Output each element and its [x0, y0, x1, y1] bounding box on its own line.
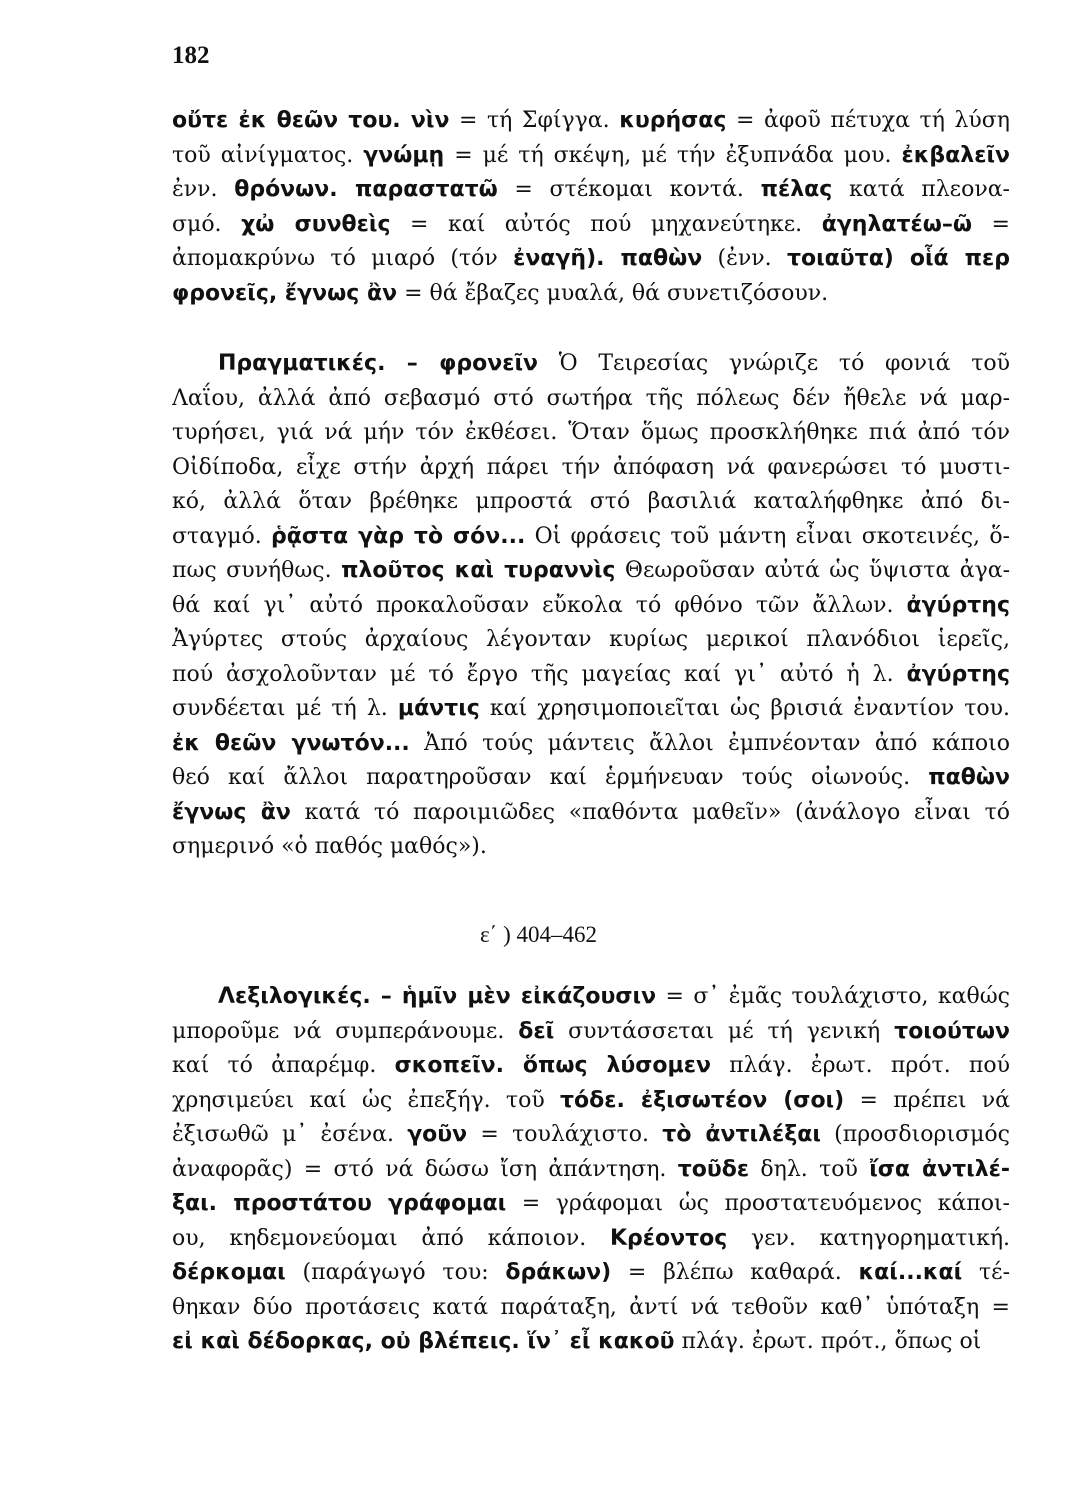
text-line	[172, 1084, 1010, 1119]
text-line	[172, 277, 1010, 312]
text-run: = τή Σφίγγα.	[449, 108, 620, 133]
text-run: καί τό ἀπαρέμφ.	[172, 1053, 395, 1078]
bold-term: τόδε. ἐξισωτέον (σοι)	[560, 1087, 845, 1113]
text-run: ἀναφορᾶς) = στό νά δώσω ἴση ἀπάντηση.	[172, 1156, 678, 1182]
text-run: σταγμό.	[172, 523, 272, 549]
text-run: κατά πλεονα-	[832, 177, 1010, 202]
text-run: Ἀπό τούς μάντεις ἄλλοι ἐμπνέονταν ἀπό κάποιο	[409, 730, 1010, 756]
text-line	[172, 485, 1010, 520]
bold-term: ἐκ θεῶν γνωτόν...	[172, 730, 410, 756]
text-run: μποροῦμε νά συμπεράνουμε.	[172, 1018, 519, 1044]
text-run: τυρήσει, γιά νά μήν τόν ἐκθέσει. Ὅταν ὅμως προσκλήθηκε πιά ἀπό τόν	[172, 420, 1010, 445]
text-run: = τουλάχιστο.	[467, 1122, 663, 1147]
text-line	[172, 1049, 1010, 1084]
text-run: Οἱ φράσεις τοῦ μάντη εἶναι σκοτεινές, ὅ-	[525, 523, 1010, 549]
bold-term: ἴσα ἀντιλέ-	[869, 1156, 1010, 1182]
bold-term: ἀγύρτης	[906, 661, 1010, 687]
text-line	[172, 692, 1010, 727]
text-run: Ὁ Τειρεσίας γνώριζε τό φονιά τοῦ	[538, 351, 1010, 376]
bold-term: τὸ ἀντιλέξαι	[662, 1122, 821, 1147]
paragraph-factual-notes	[172, 347, 1010, 865]
text-line	[172, 139, 1010, 174]
bold-term: δεῖ	[518, 1018, 555, 1044]
text-run: = γράφομαι ὡς προστατευόμενος κάποι-	[506, 1191, 1010, 1216]
bold-term: δράκων)	[505, 1260, 612, 1285]
text-line	[172, 173, 1010, 208]
text-line	[172, 830, 1010, 865]
text-line	[172, 1153, 1010, 1188]
text-run: ἀπομακρύνω τό μιαρό (τόν	[172, 246, 514, 271]
text-run: (προσδιορισμός	[820, 1122, 1010, 1147]
text-line	[172, 1222, 1010, 1257]
text-run: θεό καί ἄλλοι παρατηροῦσαν καί ἑρμήνευαν τούς οἰωνούς.	[172, 765, 929, 790]
bold-term: εἰ καὶ δέδορκας, οὐ βλέπεις. ἵν᾽ εἶ κακοῦ	[172, 1329, 675, 1354]
text-line	[172, 416, 1010, 451]
text-run: δηλ. τοῦ	[749, 1156, 870, 1182]
text-line	[172, 761, 1010, 796]
bold-term: Λεξιλογικές. – ἡμῖν μὲν εἰκάζουσιν	[218, 984, 657, 1009]
bold-term: μάντις	[397, 696, 480, 721]
text-run: = σ᾽ ἐμᾶς τουλάχιστο, καθώς	[656, 984, 1010, 1009]
bold-term: σκοπεῖν. ὅπως λύσομεν	[394, 1053, 711, 1078]
text-run: = μέ τή σκέψη, μέ τήν ἐξυπνάδα μου.	[444, 142, 902, 168]
text-run: συνδέεται μέ τή λ.	[172, 696, 398, 721]
bold-term: ἔγνως ἂν	[172, 799, 291, 825]
bold-term: γοῦν	[407, 1122, 468, 1147]
text-run: Θεωροῦσαν αὐτά ὡς ὕψιστα ἀγα-	[615, 558, 1010, 583]
text-run: κό, ἀλλά ὅταν βρέθηκε μπροστά στό βασιλιά καταλήφθηκε ἀπό δι-	[172, 489, 1010, 514]
text-run: πως συνήθως.	[172, 558, 342, 583]
text-line	[172, 1015, 1010, 1050]
text-line	[172, 451, 1010, 486]
bold-term: ἐκβαλεῖν	[901, 142, 1010, 168]
text-run: = στέκομαι κοντά.	[497, 177, 761, 202]
text-line	[172, 520, 1010, 555]
text-run: = θά ἔβαζες μυαλά, θά συνετιζόσουν.	[397, 280, 829, 306]
bold-term: τοῦδε	[677, 1156, 750, 1182]
text-run: πλάγ. ἐρωτ. πρότ., ὅπως οἱ	[674, 1329, 982, 1354]
text-line	[172, 554, 1010, 589]
text-line	[172, 623, 1010, 658]
text-run: γεν. κατηγορηματική.	[727, 1225, 1010, 1251]
bold-term: οὔτε ἐκ θεῶν του. νὶν	[172, 108, 450, 133]
text-run: ἐξισωθῶ μ᾽ ἐσένα.	[172, 1122, 408, 1147]
bold-term: παθὼν	[928, 765, 1010, 790]
text-line	[172, 1118, 1010, 1153]
bold-term: χὠ συνθεὶς	[241, 211, 391, 237]
text-line	[172, 658, 1010, 693]
page-number: 182	[172, 42, 210, 69]
bold-term: ἐναγῆ). παθὼν	[513, 246, 703, 271]
text-run: = βλέπω καθαρά.	[611, 1260, 859, 1285]
text-run: Ἀγύρτες στούς ἀρχαίους λέγονταν κυρίως μερικοί πλανόδιοι ἱερεῖς,	[172, 627, 1010, 652]
text-line	[172, 727, 1010, 762]
text-line	[172, 208, 1010, 243]
bold-term: θρόνων. παραστατῶ	[234, 177, 498, 202]
text-run: Λαΐου, ἀλλά ἀπό σεβασμό στό σωτήρα τῆς πόλεως δέν ἤθελε νά μαρ-	[172, 385, 1010, 411]
bold-term: γνώμῃ	[363, 142, 445, 168]
text-run: (παράγωγό του:	[285, 1260, 506, 1285]
bold-term: καί...καί	[858, 1260, 963, 1285]
paragraph-commentary-continued	[172, 104, 1010, 311]
bold-term: Κρέοντος	[609, 1225, 728, 1251]
text-line	[172, 104, 1010, 139]
text-line	[172, 242, 1010, 277]
text-line	[172, 1291, 1010, 1326]
text-run: κατά τό παροιμιῶδες «παθόντα μαθεῖν» (ἀνάλογο εἶναι τό	[290, 799, 1010, 825]
paragraph-lexical-notes	[172, 980, 1010, 1360]
text-run: πού ἀσχολοῦνταν μέ τό ἔργο τῆς μαγείας καί γι᾽ αὐτό ἡ λ.	[172, 661, 907, 687]
text-line	[172, 1325, 1010, 1360]
text-run: πλάγ. ἐρωτ. πρότ. πού	[710, 1053, 1010, 1078]
text-line	[172, 980, 1010, 1015]
text-run: =	[972, 211, 1010, 237]
text-line	[172, 1256, 1010, 1291]
text-run: τέ-	[962, 1260, 1010, 1285]
bold-term: φρονεῖς, ἔγνως ἂν	[172, 280, 398, 306]
bold-term: δέρκομαι	[172, 1260, 286, 1285]
text-run: θά καί γι᾽ αὐτό προκαλοῦσαν εὔκολα τό φθόνο τῶν ἄλλων.	[172, 592, 907, 618]
bold-term: τοιούτων	[894, 1018, 1010, 1044]
bold-term: ἀγηλατέω–ῶ	[821, 211, 973, 237]
bold-term: ξαι. προστάτου γράφομαι	[172, 1191, 507, 1216]
text-run: χρησιμεύει καί ὡς ἐπεξήγ. τοῦ	[172, 1087, 561, 1113]
text-line	[172, 1187, 1010, 1222]
text-run: ου, κηδεμονεύομαι ἀπό κάποιον.	[172, 1225, 610, 1251]
text-run: θηκαν δύο προτάσεις κατά παράταξη, ἀντί νά τεθοῦν καθ᾽ ὑπόταξη =	[172, 1294, 1010, 1320]
text-run: = ἀφοῦ πέτυχα τή λύση	[726, 108, 1010, 133]
bold-term: πλοῦτος καὶ τυραννὶς	[341, 558, 616, 583]
text-run: τοῦ αἰνίγματος.	[172, 142, 364, 168]
bold-term: πέλας	[760, 177, 833, 202]
bold-term: Πραγματικές. – φρονεῖν	[218, 351, 539, 376]
text-line	[172, 382, 1010, 417]
text-run: (ἐνν.	[702, 246, 787, 271]
text-line	[172, 347, 1010, 382]
text-run: Οἰδίποδα, εἶχε στήν ἀρχή πάρει τήν ἀπόφαση νά φανερώσει τό μυστι-	[172, 454, 1010, 480]
section-heading: ε΄ ) 404–462	[480, 922, 597, 947]
text-run: σημερινό «ὁ παθός μαθός»).	[172, 834, 487, 859]
text-line	[172, 589, 1010, 624]
bold-term: ῥᾷστα γὰρ τὸ σόν...	[271, 523, 526, 549]
bold-term: κυρήσας	[619, 108, 727, 133]
text-run: = καί αὐτός πού μηχανεύτηκε.	[390, 211, 822, 237]
text-run: = πρέπει νά	[844, 1087, 1010, 1113]
bold-term: ἀγύρτης	[906, 592, 1010, 618]
text-run: ἐνν.	[172, 177, 235, 202]
bold-term: τοιαῦτα) οἷά περ	[786, 246, 1010, 271]
text-run: σμό.	[172, 211, 242, 237]
text-run: συντάσσεται μέ τή γενική	[554, 1018, 895, 1044]
text-run: καί χρησιμοποιεῖται ὡς βρισιά ἐναντίον του.	[479, 696, 1010, 721]
text-line	[172, 796, 1010, 831]
